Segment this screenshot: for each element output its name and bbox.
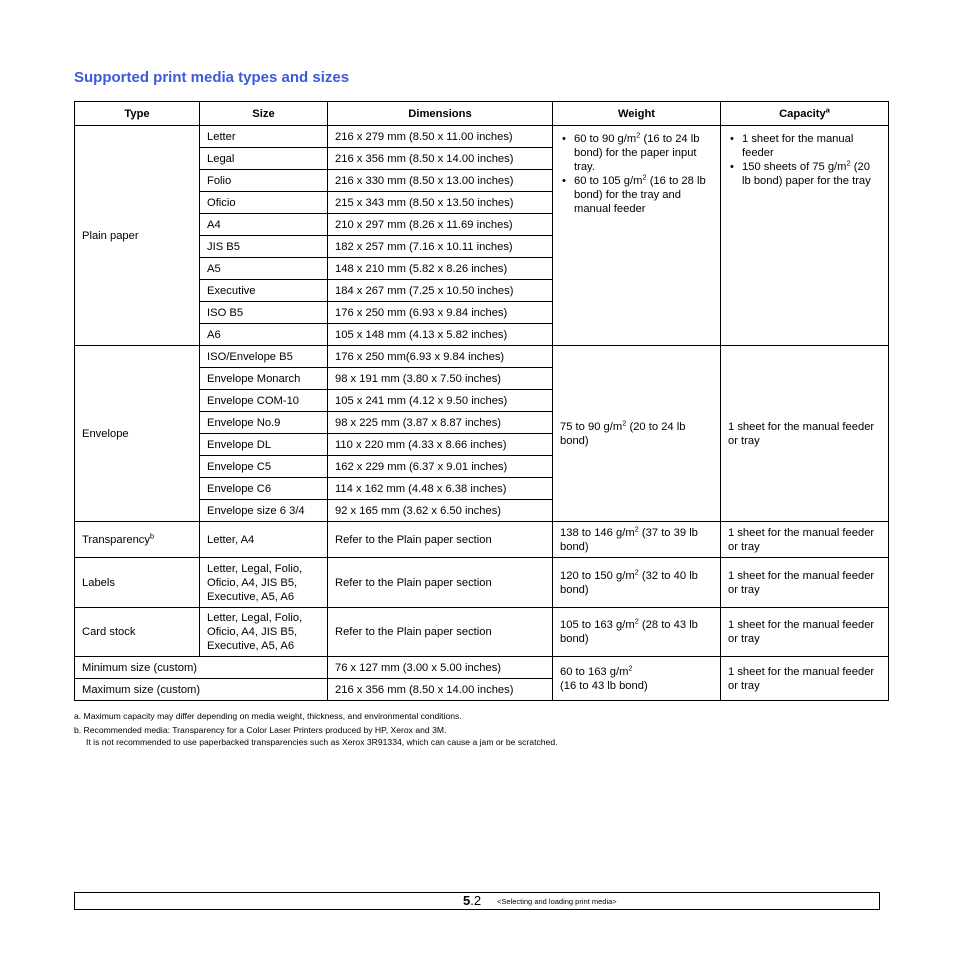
table-row [75, 558, 889, 608]
dimension-cell: 92 x 165 mm (3.62 x 6.50 inches) [328, 500, 553, 522]
dimension-cell: 216 x 356 mm (8.50 x 14.00 inches) [328, 679, 553, 701]
capacity-transparency: 1 sheet for the manual feeder or tray [721, 522, 889, 558]
table-row [75, 657, 889, 679]
weight-transparency [553, 522, 721, 558]
dimension-cell: 215 x 343 mm (8.50 x 13.50 inches) [328, 192, 553, 214]
size-cell: Envelope DL [200, 434, 328, 456]
size-cell: Letter, Legal, Folio, Oficio, A4, JIS B5, Executive, A5, A6 [200, 608, 328, 657]
header-capacity [721, 102, 889, 126]
size-cell: Legal [200, 148, 328, 170]
weight-text: 75 to 90 g/m [560, 420, 623, 433]
page-footer [74, 892, 880, 910]
dimension-cell: 216 x 279 mm (8.50 x 11.00 inches) [328, 126, 553, 148]
dimension-cell: 105 x 241 mm (4.12 x 9.50 inches) [328, 390, 553, 412]
page-suffix: .2 [470, 893, 482, 908]
weight-text: (32 to 40 lb bond) [560, 569, 698, 596]
capacity-custom: 1 sheet for the manual feeder or tray [721, 657, 889, 701]
dimension-cell: 162 x 229 mm (6.37 x 9.01 inches) [328, 456, 553, 478]
dimension-cell: 98 x 191 mm (3.80 x 7.50 inches) [328, 368, 553, 390]
capacity-plain-paper [721, 126, 889, 346]
dimension-cell: Refer to the Plain paper section [328, 522, 553, 558]
dimension-cell: 105 x 148 mm (4.13 x 5.82 inches) [328, 324, 553, 346]
size-cell: Envelope C6 [200, 478, 328, 500]
size-cell: Envelope No.9 [200, 412, 328, 434]
dimension-cell: 98 x 225 mm (3.87 x 8.87 inches) [328, 412, 553, 434]
weight-text: 60 to 163 g/m [560, 665, 629, 678]
size-cell: Executive [200, 280, 328, 302]
table-row [75, 522, 889, 558]
dimension-cell: 184 x 267 mm (7.25 x 10.50 inches) [328, 280, 553, 302]
weight-text: (20 to 24 lb bond) [560, 420, 686, 447]
capacity-envelope: 1 sheet for the manual feeder or tray [721, 346, 889, 522]
header-capacity-label: Capacity [779, 107, 826, 120]
dimension-cell: 114 x 162 mm (4.48 x 6.38 inches) [328, 478, 553, 500]
footer-section-title: <Selecting and loading print media> [497, 897, 617, 906]
footnote-b-continued: It is not recommended to use paperbacked transparencies such as Xerox 3R91334, which can cause a jam or be scratched. [86, 737, 558, 747]
type-plain-paper: Plain paper [75, 126, 200, 346]
dimension-cell: 176 x 250 mm(6.93 x 9.84 inches) [328, 346, 553, 368]
size-cell: ISO/Envelope B5 [200, 346, 328, 368]
capacity-text: (20 lb bond) paper for the tray [742, 161, 871, 187]
size-cell: A5 [200, 258, 328, 280]
list-item [574, 132, 713, 174]
capacity-text: 150 sheets of 75 g/m [742, 161, 847, 173]
superscript: 2 [634, 616, 639, 626]
weight-text: (28 to 43 lb bond) [560, 619, 698, 645]
size-cell: Envelope size 6 3/4 [200, 500, 328, 522]
weight-envelope [553, 346, 721, 522]
superscript: 2 [846, 158, 851, 168]
weight-text: 105 to 163 g/m [560, 619, 635, 631]
type-card-stock: Card stock [75, 608, 200, 657]
size-cell: Envelope C5 [200, 456, 328, 478]
weight-text: (16 to 24 lb bond) for the paper input tray. [574, 133, 700, 173]
header-weight: Weight [553, 102, 721, 126]
weight-text: (16 to 28 lb bond) for the tray and manual feeder [574, 175, 706, 215]
dimension-cell: 110 x 220 mm (4.33 x 8.66 inches) [328, 434, 553, 456]
type-envelope: Envelope [75, 346, 200, 522]
size-cell: Oficio [200, 192, 328, 214]
type-labels: Labels [75, 558, 200, 608]
footnote-a: a. Maximum capacity may differ depending on media weight, thickness, and environmental conditions. [74, 711, 462, 721]
max-size-label: Maximum size (custom) [75, 679, 328, 701]
size-cell: Letter [200, 126, 328, 148]
type-text: Transparency [82, 533, 150, 546]
superscript: 2 [634, 566, 639, 576]
dimension-cell: 182 x 257 mm (7.16 x 10.11 inches) [328, 236, 553, 258]
list-item [742, 160, 881, 188]
table-row [75, 608, 889, 657]
dimension-cell: Refer to the Plain paper section [328, 558, 553, 608]
table-header-row [75, 102, 889, 126]
dimension-cell: 210 x 297 mm (8.26 x 11.69 inches) [328, 214, 553, 236]
dimension-cell: 216 x 330 mm (8.50 x 13.00 inches) [328, 170, 553, 192]
size-cell: Folio [200, 170, 328, 192]
dimension-cell: 176 x 250 mm (6.93 x 9.84 inches) [328, 302, 553, 324]
list-item [574, 174, 713, 216]
superscript: 2 [628, 662, 633, 672]
superscript: 2 [622, 417, 627, 427]
header-type: Type [75, 102, 200, 126]
weight-custom [553, 657, 721, 701]
footnote-ref-b: b [149, 530, 155, 540]
weight-card-stock [553, 608, 721, 657]
page-number [463, 893, 481, 909]
table-row [75, 126, 889, 148]
superscript: 2 [642, 172, 647, 182]
weight-text: (16 to 43 lb bond) [560, 679, 648, 692]
weight-text: 60 to 90 g/m [574, 133, 637, 145]
capacity-labels: 1 sheet for the manual feeder or tray [721, 558, 889, 608]
footnote-ref-a: a [825, 104, 830, 114]
size-cell: Letter, A4 [200, 522, 328, 558]
dimension-cell: 148 x 210 mm (5.82 x 8.26 inches) [328, 258, 553, 280]
size-cell: JIS B5 [200, 236, 328, 258]
footnote-b: b. Recommended media: Transparency for a Color Laser Printers produced by HP, Xerox and 3M. [74, 725, 447, 735]
size-cell: A6 [200, 324, 328, 346]
header-size: Size [200, 102, 328, 126]
superscript: 2 [634, 523, 639, 533]
dimension-cell: 76 x 127 mm (3.00 x 5.00 inches) [328, 657, 553, 679]
weight-text: 60 to 105 g/m [574, 175, 643, 187]
size-cell: Letter, Legal, Folio, Oficio, A4, JIS B5, Executive, A5, A6 [200, 558, 328, 608]
header-dimensions: Dimensions [328, 102, 553, 126]
size-cell: Envelope Monarch [200, 368, 328, 390]
size-cell: Envelope COM-10 [200, 390, 328, 412]
type-transparency [75, 522, 200, 558]
capacity-card-stock: 1 sheet for the manual feeder or tray [721, 608, 889, 657]
weight-text: 138 to 146 g/m [560, 526, 635, 539]
weight-labels [553, 558, 721, 608]
dimension-cell: Refer to the Plain paper section [328, 608, 553, 657]
weight-plain-paper [553, 126, 721, 346]
weight-text: 120 to 150 g/m [560, 569, 635, 582]
chapter-number: 5 [463, 893, 471, 908]
min-size-label: Minimum size (custom) [75, 657, 328, 679]
size-cell: ISO B5 [200, 302, 328, 324]
dimension-cell: 216 x 356 mm (8.50 x 14.00 inches) [328, 148, 553, 170]
list-item [742, 132, 881, 160]
size-cell: A4 [200, 214, 328, 236]
media-table [74, 101, 889, 701]
page-title: Supported print media types and sizes [74, 69, 350, 86]
table-row [75, 346, 889, 368]
weight-text: (37 to 39 lb bond) [560, 526, 698, 553]
capacity-text: 1 sheet for the manual feeder [742, 133, 854, 159]
superscript: 2 [636, 130, 641, 140]
